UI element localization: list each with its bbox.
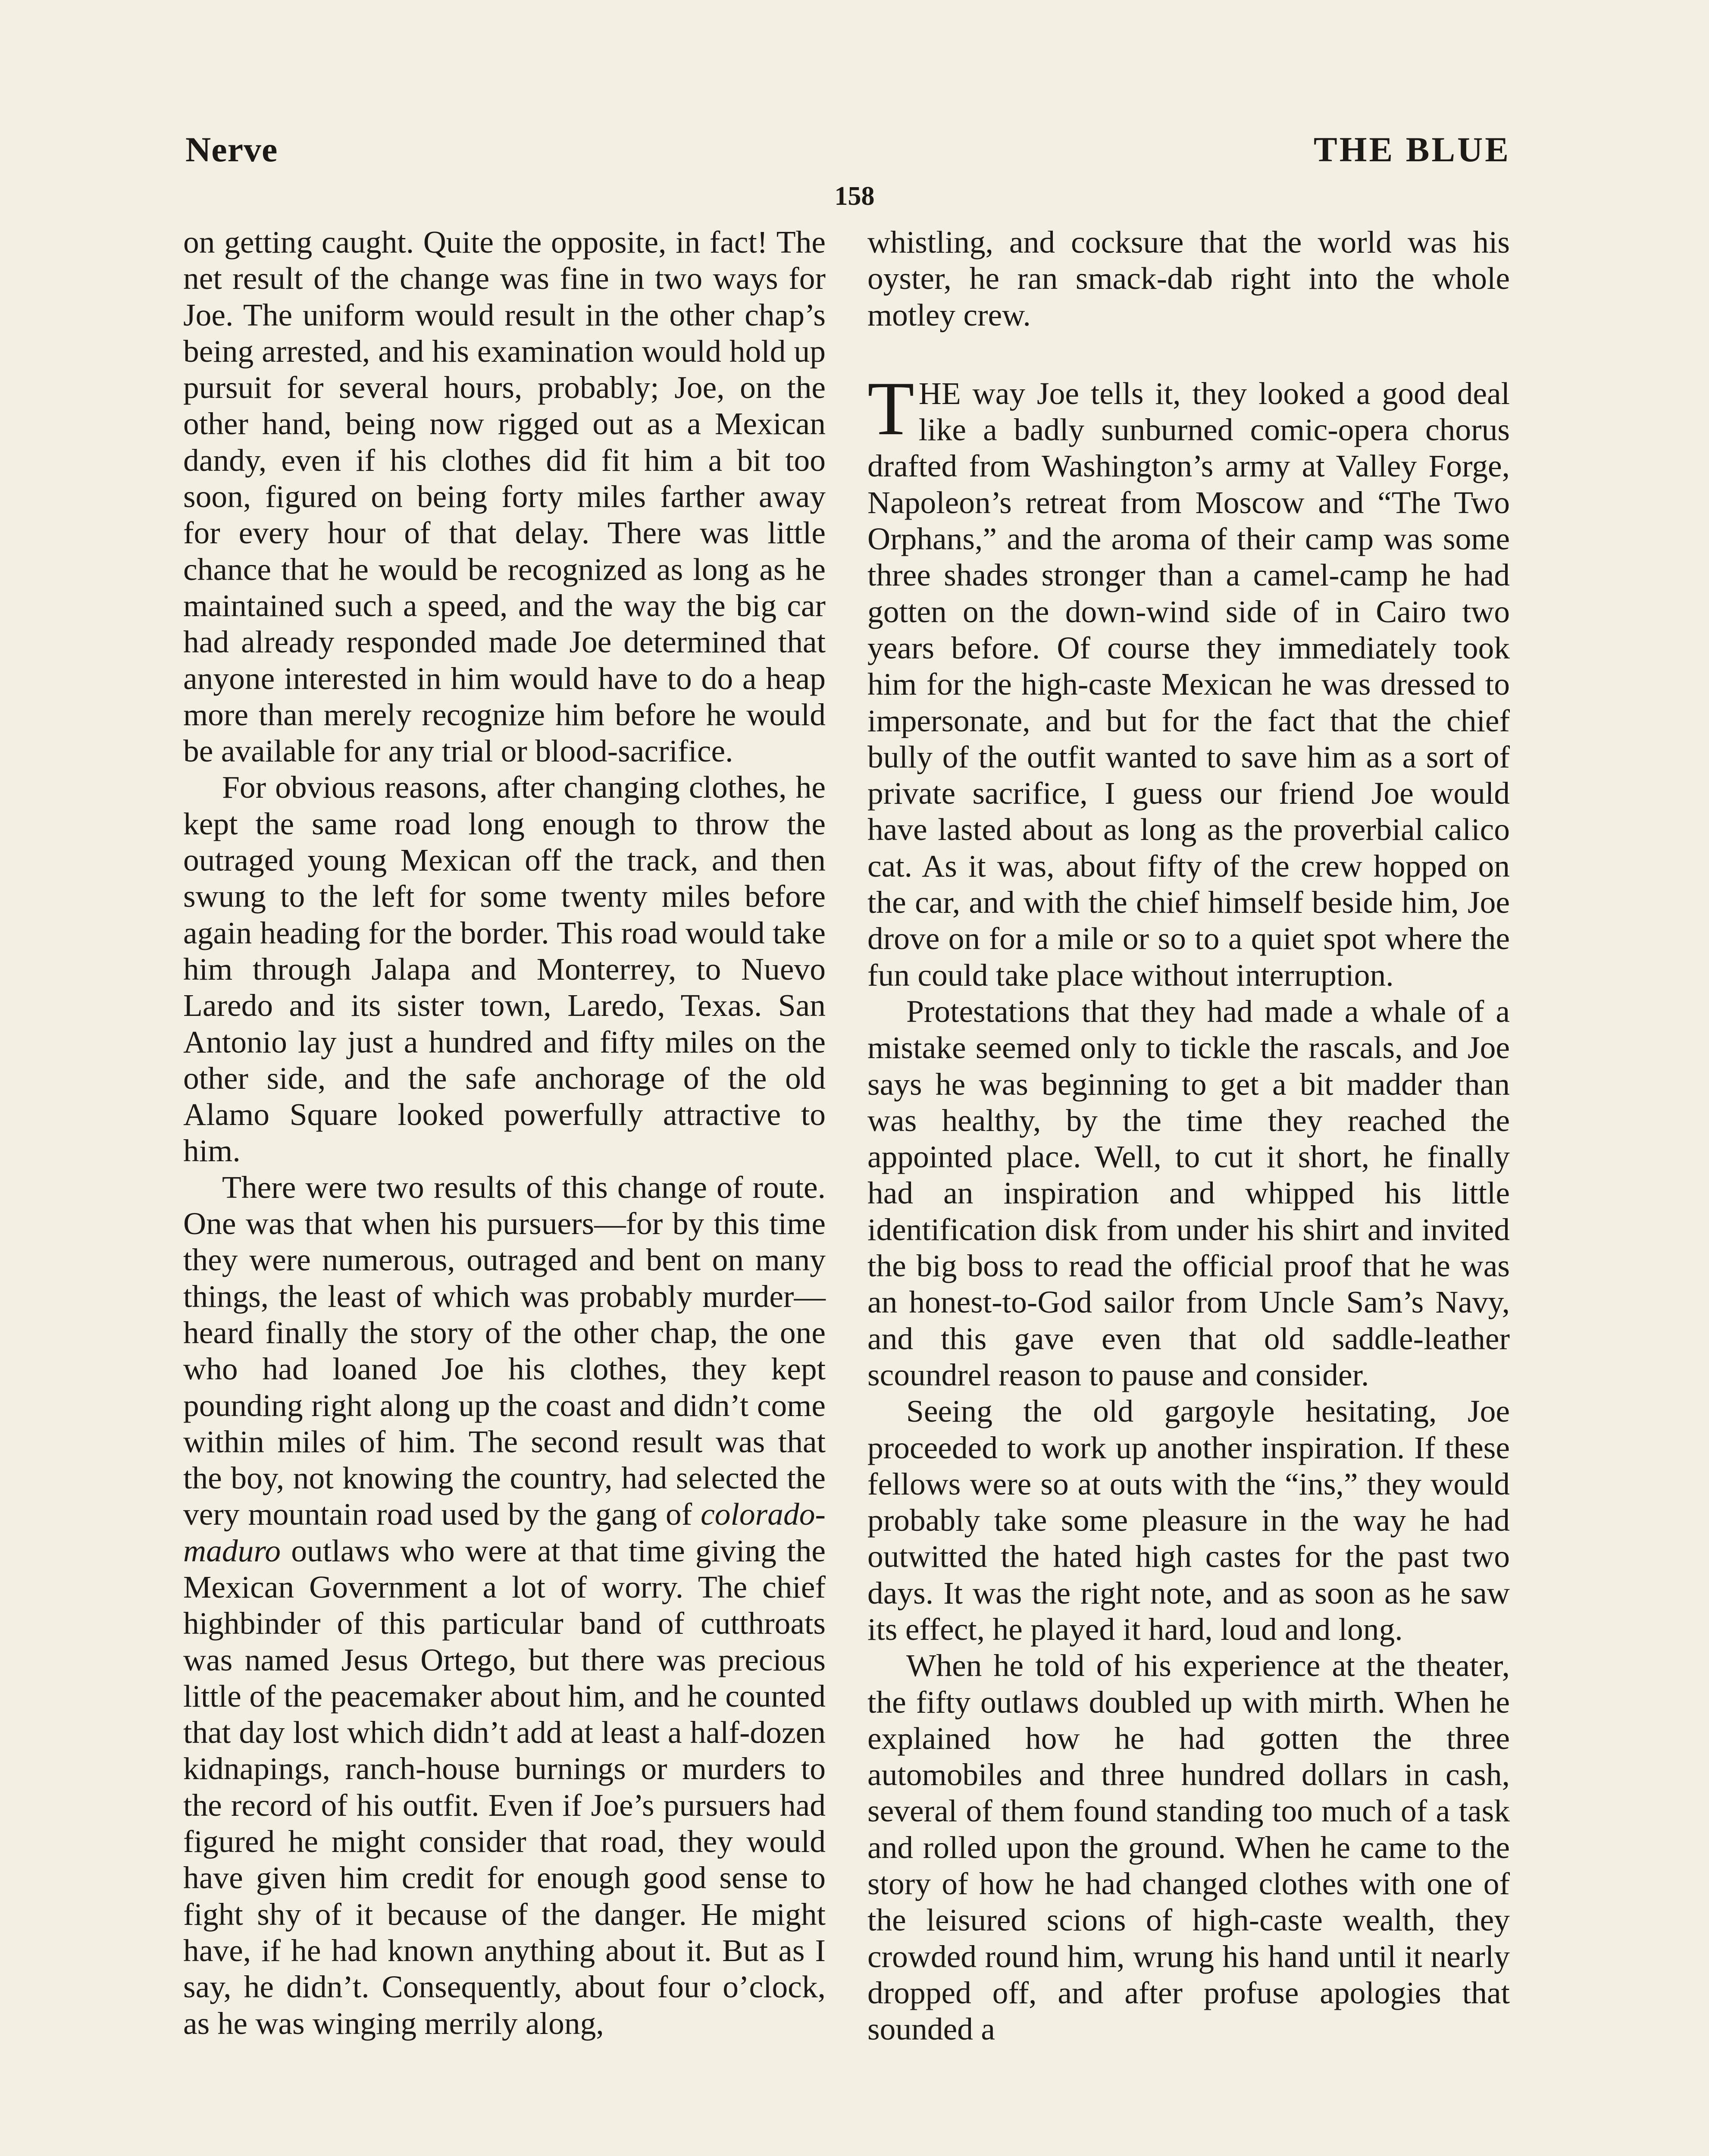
paragraph: Seeing the old gargoyle hesitating, Joe proceeded to work up another inspiration. If these fellows were so at outs with the “ins,” they would probably take some pleasure in the way he had outwitted the hated high castes for the past two days. It was the right note, and as soon as he saw its effect, he played it hard, loud and long. (867, 1394, 1510, 1647)
paragraph-text: HE way Joe tells it, they looked a good deal like a badly sunburned comic-opera chorus drafted from Washington’s army at Valley Forge, Napoleon’s retreat from Moscow and “The Two Orphans,” and the aroma of their camp was some three shades stronger than a camel-camp he had gotten on the down-wind side of in Cairo two years before. Of course they immediately took him for the high-caste Mexican he was dressed to impersonate, and but for the fact that the chief bully of the outfit wanted to save him as a sort of private sacrifice, I guess our friend Joe would have lasted about as long as the proverbial calico cat. As it was, about fifty of the crew hopped on the car, and with the chief himself beside him, Joe drove on for a mile or so to a quiet spot where the fun could take place without interruption. (867, 376, 1510, 993)
paragraph (183, 1169, 826, 2042)
page-number: 158 (834, 182, 875, 211)
paragraph: When he told of his experience at the theater, the fifty outlaws doubled up with mirth. When he explained how he had gotten the three automobiles and three hundred dollars in cash, several of them found standing too much of a task and rolled upon the ground. When he came to the story of how he had changed clothes with one of the leisured scions of high-caste wealth, they crowded round him, wrung his hand until it nearly dropped off, and after profuse apologies that sounded a (867, 1648, 1510, 2047)
page-header (185, 129, 1511, 181)
paragraph: on getting caught. Quite the opposite, in fact! The net result of the change was fine in two ways for Joe. The uniform would result in the other chap’s being arrested, and his examination would hold up pursuit for several hours, probably; Joe, on the other hand, being now rigged out as a Mexican dandy, even if his clothes did fit him a bit too soon, figured on being forty miles farther away for every hour of that delay. There was little chance that he would be recognized as long as he maintained such a speed, and the way the big car had already responded made Joe determined that anyone interested in him would have to do a heap more than merely recognize him before he would be available for any trial or blood-sacrifice. (183, 225, 826, 769)
paragraph: Protestations that they had made a whale of a mistake seemed only to tickle the rascals, and Joe says he was beginning to get a bit madder than was healthy, by the time they reached the appointed place. Well, to cut it short, he finally had an inspiration and whipped his little identification disk from under his shirt and invited the big boss to read the official proof that he was an honest-to-God sailor from Uncle Sam’s Navy, and this gave even that old saddle-leather scoundrel reason to pause and consider. (867, 993, 1510, 1392)
story-title: Nerve (185, 130, 278, 169)
left-column (183, 224, 826, 2042)
section-opening-paragraph (867, 365, 1510, 993)
right-column (867, 224, 1510, 2048)
italic-phrase: colorado-maduro (183, 1497, 826, 1568)
magazine-title: THE BLUE (1314, 130, 1511, 169)
paragraph-text: outlaws who were at that time giving the Mexican Government a lot of worry. The chief highbinder of this particular band of cutthroats was named Jesus Ortego, but there was precious little of the peacemaker about him, and he counted that day lost which didn’t add at least a half-dozen kidnapings, ranch-house burnings or murders to the record of his outfit. Even if Joe’s pursuers had figured he might consider that road, they would have given him credit for enough good sense to fight shy of it because of the danger. He might have, if he had known anything about it. But as I say, he didn’t. Consequently, about four o’clock, as he was winging merrily along, (183, 1533, 826, 2041)
paragraph: For obvious reasons, after changing clothes, he kept the same road long enough to throw the outraged young Mexican off the track, and then swung to the left for some twenty miles before again heading for the border. This road would take him through Jalapa and Monterrey, to Nuevo Laredo and its sister town, Laredo, Texas. San Antonio lay just a hundred and fifty miles on the other side, and the safe anchorage of the old Alamo Square looked powerfully attractive to him. (183, 770, 826, 1169)
paragraph-text: There were two results of this change of route. One was that when his pursuers—for by this time they were numerous, outraged and bent on many things, the least of which was probably murder—heard finally the story of the other chap, the one who had loaned Joe his clothes, they kept pounding right along up the coast and didn’t come within miles of him. The second result was that the boy, not knowing the country, had selected the very mountain road used by the gang of (183, 1169, 826, 1532)
drop-cap: T (867, 365, 914, 451)
paragraph: whistling, and cocksure that the world was his oyster, he ran smack-dab right into the whole motley crew. (867, 225, 1510, 332)
